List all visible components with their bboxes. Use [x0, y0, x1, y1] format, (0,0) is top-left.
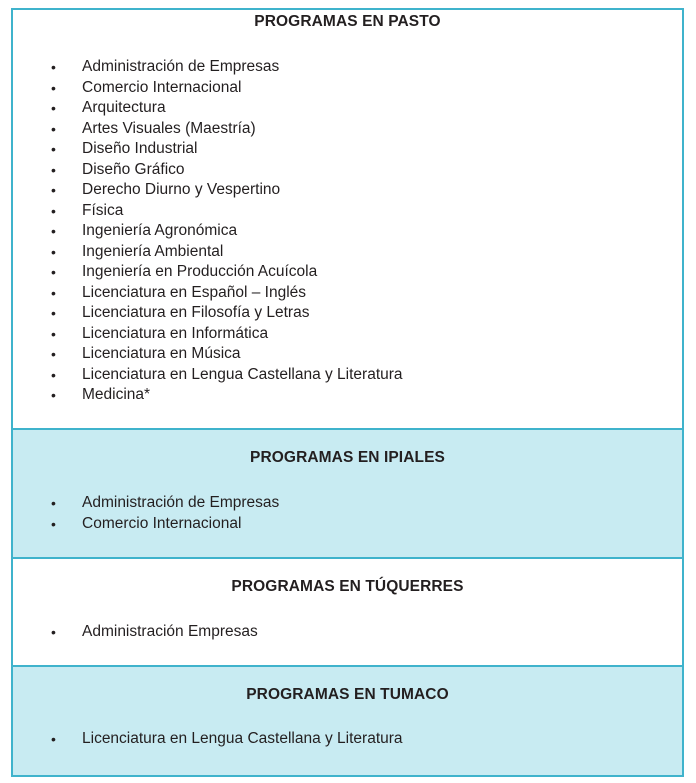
list-item [13, 139, 682, 160]
list-item [13, 242, 682, 263]
program-name: Artes Visuales (Maestría) [82, 119, 256, 137]
section-pasto [13, 10, 682, 428]
program-name: Comercio Internacional [82, 78, 242, 96]
program-name: Licenciatura en Música [82, 345, 241, 362]
bullet-icon: • [51, 79, 56, 96]
program-name: Licenciatura en Lengua Castellana y Literatura [82, 365, 403, 383]
list-item [13, 514, 682, 535]
list-item [13, 57, 682, 78]
program-name: Licenciatura en Informática [82, 324, 269, 342]
section-title-pasto: PROGRAMAS EN PASTO [254, 13, 441, 30]
bullet-icon: • [51, 387, 56, 403]
bullet-icon: • [51, 624, 56, 640]
bullet-icon: • [51, 243, 56, 260]
program-name: Administración de Empresas [82, 58, 280, 75]
list-item [13, 119, 682, 140]
program-name: Ingeniería Agronómica [82, 222, 238, 239]
program-name: Licenciatura en Español – Inglés [82, 283, 307, 301]
list-item [13, 303, 682, 324]
program-name: Ingeniería Ambiental [82, 242, 224, 260]
bullet-icon: • [51, 141, 56, 157]
program-name: Diseño Industrial [82, 140, 198, 157]
program-name: Administración de Empresas [82, 494, 280, 511]
list-item [13, 493, 682, 514]
program-name: Administración Empresas [82, 623, 258, 640]
list-item [13, 344, 682, 365]
section-title-tumaco: PROGRAMAS EN TUMACO [246, 686, 449, 703]
programs-table [11, 8, 684, 777]
list-item [13, 324, 682, 345]
list-item [13, 180, 682, 201]
section-title-ipiales: PROGRAMAS EN IPIALES [250, 449, 445, 466]
bullet-icon: • [51, 100, 56, 116]
bullet-icon: • [51, 731, 56, 747]
bullet-icon: • [51, 120, 56, 137]
bullet-icon: • [51, 284, 56, 301]
list-item [13, 729, 682, 750]
section-tuquerres [13, 557, 682, 665]
bullet-icon: • [51, 161, 56, 178]
bullet-icon: • [51, 202, 56, 219]
section-title-tuquerres: PROGRAMAS EN TÚQUERRES [231, 578, 464, 595]
program-list-tumaco [13, 729, 682, 750]
program-name: Medicina* [82, 386, 151, 403]
program-name: Licenciatura en Lengua Castellana y Literatura [82, 730, 403, 747]
list-item [13, 98, 682, 119]
bullet-icon: • [51, 366, 56, 383]
program-list-pasto [13, 57, 682, 406]
list-item [13, 385, 682, 406]
list-item [13, 78, 682, 99]
program-name: Ingeniería en Producción Acuícola [82, 263, 318, 280]
program-name: Diseño Gráfico [82, 160, 185, 178]
list-item [13, 262, 682, 283]
list-item [13, 201, 682, 222]
bullet-icon: • [51, 515, 56, 532]
bullet-icon: • [51, 182, 56, 198]
program-name: Física [82, 201, 124, 219]
program-list-ipiales [13, 493, 682, 534]
section-tumaco [13, 665, 682, 775]
program-name: Licenciatura en Filosofía y Letras [82, 304, 310, 321]
bullet-icon: • [51, 346, 56, 362]
program-name: Comercio Internacional [82, 514, 242, 532]
program-list-tuquerres [13, 622, 682, 643]
section-ipiales [13, 428, 682, 557]
bullet-icon: • [51, 325, 56, 342]
bullet-icon: • [51, 223, 56, 239]
list-item [13, 622, 682, 643]
list-item [13, 283, 682, 304]
list-item [13, 160, 682, 181]
bullet-icon: • [51, 264, 56, 280]
list-item [13, 221, 682, 242]
program-name: Arquitectura [82, 99, 166, 116]
list-item [13, 365, 682, 386]
program-name: Derecho Diurno y Vespertino [82, 181, 281, 198]
bullet-icon: • [51, 305, 56, 321]
bullet-icon: • [51, 495, 56, 511]
bullet-icon: • [51, 59, 56, 75]
